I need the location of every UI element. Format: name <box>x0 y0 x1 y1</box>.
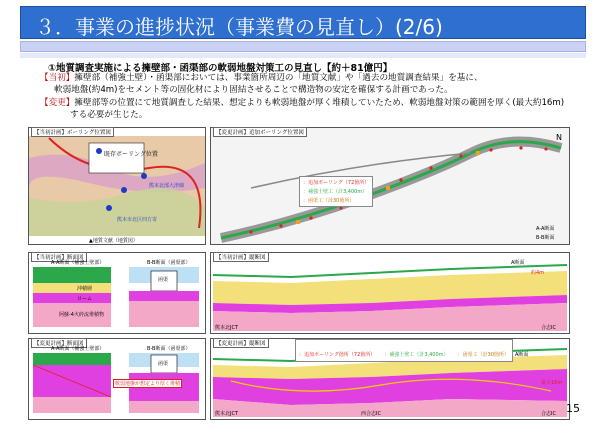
sec-change-b: B-B断面（函渠部） <box>147 346 191 352</box>
route-plan-map <box>211 128 569 244</box>
title-bar <box>20 6 586 39</box>
long-initial-jct: 熊本北JCT <box>215 325 239 331</box>
paragraph-initial <box>40 73 483 96</box>
paragraph-change <box>40 98 564 121</box>
layer-alluvium: 沖積層 <box>77 286 93 292</box>
legend-wall: ：補強土壁工（計3,400m） <box>303 189 368 195</box>
initial-tag: 【当初】 <box>40 73 75 83</box>
change-longitudinal-panel <box>210 338 570 420</box>
depth-4m: 約4m <box>531 270 545 276</box>
map-left-label-0: 熊本市北区四方寄 <box>117 217 158 223</box>
layer-loam: ローム <box>77 296 93 302</box>
map-left-note: ▲地質文献（地質図） <box>89 238 138 244</box>
map-left-tag: 【当初計画】ボーリング位置図 <box>31 127 114 137</box>
sec-initial-b: B-B断面（函渠部） <box>147 260 191 266</box>
long-change-ic: 合志IC <box>541 411 556 417</box>
long-change-jct: 熊本北JCT <box>215 411 239 417</box>
initial-boring-map-panel <box>28 127 206 245</box>
sec-change-tag: 【変更計画】断面図 <box>31 338 87 348</box>
change-tag: 【変更】 <box>40 98 75 108</box>
section-heading: ①地質調査実施による擁壁部・函渠部の軟弱地盤対策工の見直し【約＋81億円】 <box>48 63 393 74</box>
soft-ground-note: 軟弱地盤が想定より厚く堆積 <box>115 381 181 387</box>
change-line1: 擁壁部等の位置にて地質調査した結果、想定よりも軟弱地盤が厚く堆積していたため、軟弱地盤対策の範囲を厚く(最大約16m) <box>74 98 565 108</box>
long-initial-a: A断面 <box>511 260 525 266</box>
page-number: 15 <box>566 402 580 415</box>
legend-culvert: ：函渠工（計30箇所） <box>303 198 355 204</box>
map-right-tag: 【変更計画】追加ボーリング位置図 <box>213 127 307 137</box>
long-change-nishi-ic: 西合志IC <box>361 411 381 417</box>
long-legend <box>295 339 513 362</box>
sec-initial-culvert: 函渠 <box>158 277 169 283</box>
long-initial-ic: 合志IC <box>541 325 556 331</box>
change-line2: する必要が生じた。 <box>70 109 148 120</box>
initial-longitudinal-panel <box>210 252 570 334</box>
sec-initial-a: A-A断面（補強土壁部） <box>51 260 105 266</box>
initial-section-panel <box>28 252 206 334</box>
legend-boring: ：追加ボーリング（72箇所） <box>303 180 370 186</box>
map-left-label-1: 熊本北部大津線 <box>149 183 185 189</box>
title-underline-band-light <box>20 53 586 58</box>
layer-pyroclastic: 阿蘇-4火砕流堆積物 <box>59 312 104 318</box>
long-change-a: A断面 <box>515 352 529 358</box>
change-section-panel <box>28 338 206 420</box>
map-right-label-a: A-A断面 <box>536 226 555 232</box>
long-legend-wall: ：補強土壁工（計3,400m） <box>384 352 449 358</box>
sec-change-culvert: 函渠 <box>158 361 169 367</box>
initial-line1: 擁壁部（補強土壁）・函渠部においては、事業箇所周辺の「地質文献」や「過去の地質調査結果」を基に、 <box>74 73 483 83</box>
svg-text:N: N <box>556 133 562 142</box>
change-boring-map-panel <box>210 127 570 245</box>
long-initial-tag: 【当初計画】縦断図 <box>213 252 269 262</box>
sec-change-a: A-A断面（補強土壁部） <box>51 346 105 352</box>
map-right-label-b: B-B断面 <box>536 235 555 241</box>
map-right-legend <box>299 176 373 207</box>
sec-initial-tag: 【当初計画】断面図 <box>31 252 87 262</box>
title-underline-band <box>20 41 586 52</box>
long-legend-boring: ：追加ボーリング箇所（72箇所） <box>299 352 376 358</box>
page-title: ３．事業の進捗状況（事業費の見直し）(2/6) <box>35 15 443 39</box>
long-change-tag: 【変更計画】縦断図 <box>213 338 269 348</box>
map-left-legend: 既存ボーリング位置 <box>104 151 158 158</box>
initial-line2: 軟弱地盤(約4m)をセメント等の固化材により固結させることで構造物の安定を確保する計画であった。 <box>54 84 453 95</box>
long-legend-culvert: ：函渠工（計30箇所） <box>457 352 510 358</box>
depth-16m: 最大16m <box>541 380 563 386</box>
